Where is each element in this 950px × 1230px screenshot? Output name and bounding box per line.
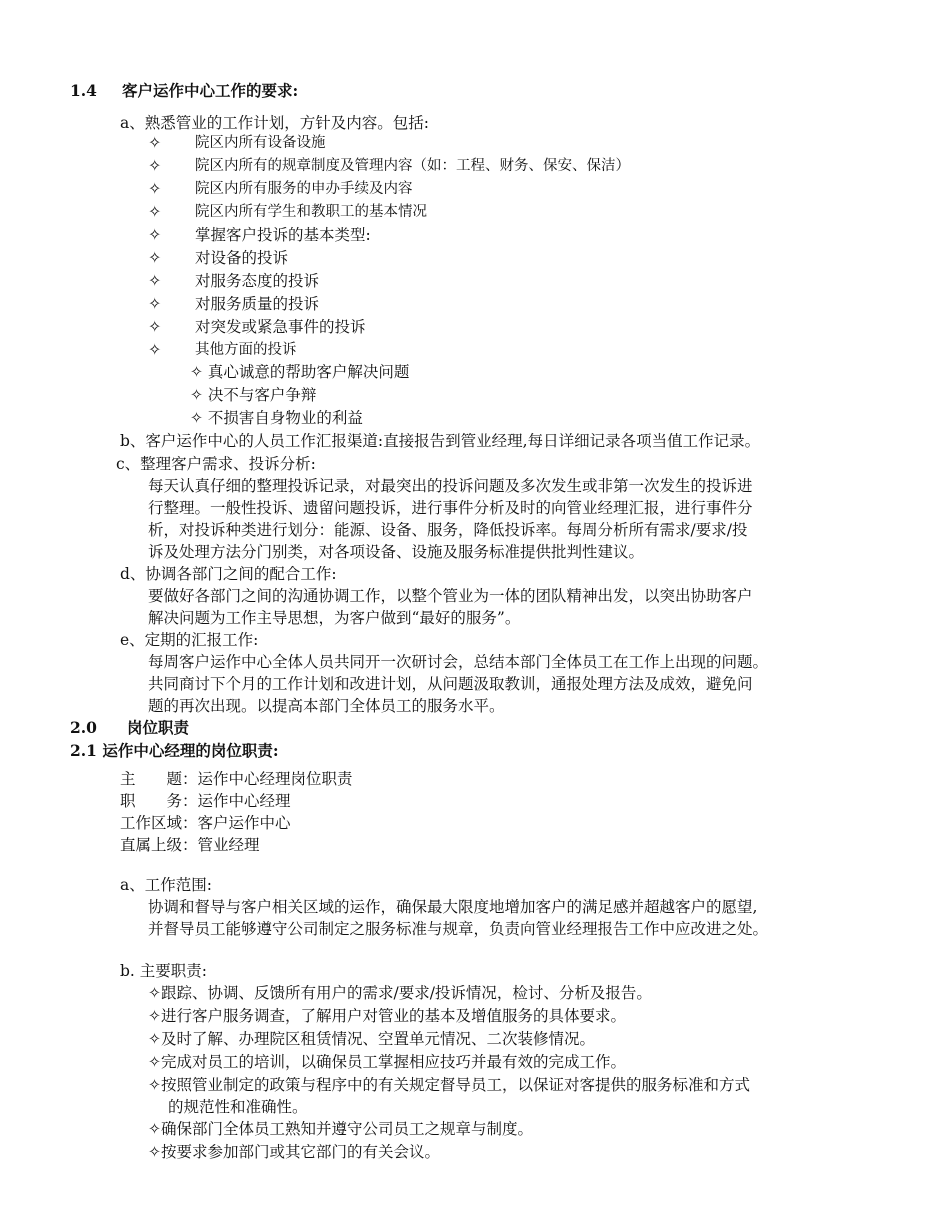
meta-line: 职 务：运作中心经理 — [120, 792, 291, 810]
section-title-1-4: 客户运作中心工作的要求: — [122, 81, 299, 100]
item-d-title: d、协调各部门之间的配合工作: — [120, 565, 337, 583]
section-number-2-0: 2.0 — [70, 718, 97, 737]
list-item: 对服务态度的投诉 — [195, 272, 320, 290]
paragraph-line: 解决问题为工作主导思想，为客户做到“最好的服务”。 — [148, 609, 521, 627]
paragraph-line: 并督导员工能够遵守公司制定之服务标准与规章，负责向管业经理报告工作中应改进之处。 — [148, 920, 769, 938]
list-item: 其他方面的投诉 — [195, 342, 297, 358]
list-item: 对突发或紧急事件的投诉 — [195, 318, 366, 336]
scope-title: a、工作范围: — [120, 876, 212, 894]
sub-list-item: ✧ 真心诚意的帮助客户解决问题 — [190, 363, 410, 381]
diamond-bullet-icon: ✧ — [148, 133, 162, 152]
list-item: 院区内所有学生和教职工的基本情况 — [195, 204, 427, 220]
duty-item-continuation: 的规范性和准确性。 — [168, 1098, 308, 1116]
item-e-title: e、定期的汇报工作: — [120, 631, 259, 649]
section-title-2-0: 岗位职责 — [127, 718, 190, 737]
diamond-bullet-icon: ✧ — [148, 271, 162, 290]
sub-list-item: ✧ 决不与客户争辩 — [190, 386, 317, 404]
list-item: 对服务质量的投诉 — [195, 295, 320, 313]
diamond-bullet-icon: ✧ — [148, 317, 162, 336]
paragraph-line: 要做好各部门之间的沟通协调工作，以整个管业为一体的团队精神出发，以突出协助客户 — [148, 587, 753, 605]
paragraph-line: 析，对投诉种类进行划分：能源、设备、服务，降低投诉率。每周分析所有需求/要求/投 — [148, 521, 748, 539]
diamond-bullet-icon: ✧ — [148, 248, 162, 267]
sub-list-item: ✧ 不损害自身物业的利益 — [190, 409, 363, 427]
item-b: b、客户运作中心的人员工作汇报渠道:直接报告到管业经理,每日详细记录各项当值工作记录。 — [120, 432, 761, 450]
section-title-2-1: 2.1 运作中心经理的岗位职责: — [70, 741, 279, 760]
list-item: 掌握客户投诉的基本类型: — [195, 226, 371, 244]
diamond-bullet-icon: ✧ — [148, 156, 162, 175]
paragraph-line: 行整理。一般性投诉、遗留问题投诉，进行事件分析及时的向管业经理汇报，进行事件分 — [148, 499, 753, 517]
item-a-intro: a、熟悉管业的工作计划，方针及内容。包括: — [120, 114, 429, 132]
duty-item: ✧完成对员工的培训，以确保员工掌握相应技巧并最有效的完成工作。 — [148, 1053, 626, 1071]
duty-item: ✧进行客户服务调查，了解用户对管业的基本及增值服务的具体要求。 — [148, 1007, 626, 1025]
list-item: 院区内所有服务的申办手续及内容 — [195, 181, 413, 197]
duty-item: ✧及时了解、办理院区租赁情况、空置单元情况、二次装修情况。 — [148, 1030, 595, 1048]
duty-item: ✧按要求参加部门或其它部门的有关会议。 — [148, 1143, 440, 1161]
diamond-bullet-icon: ✧ — [148, 340, 162, 359]
list-item: 院区内所有的规章制度及管理内容（如：工程、财务、保安、保洁） — [195, 158, 630, 174]
paragraph-line: 题的再次出现。以提高本部门全体员工的服务水平。 — [148, 697, 505, 715]
diamond-bullet-icon: ✧ — [148, 225, 162, 244]
duty-item: ✧确保部门全体员工熟知并遵守公司员工之规章与制度。 — [148, 1120, 533, 1138]
paragraph-line: 共同商讨下个月的工作计划和改进计划，从问题汲取教训，通报处理方法及成效，避免问 — [148, 675, 753, 693]
paragraph-line: 诉及处理方法分门别类，对各项设备、设施及服务标准提供批判性建议。 — [148, 543, 645, 561]
diamond-bullet-icon: ✧ — [148, 202, 162, 221]
paragraph-line: 协调和督导与客户相关区域的运作，确保最大限度地增加客户的满足感并超越客户的愿望, — [148, 898, 758, 916]
item-c-title: c、整理客户需求、投诉分析: — [116, 455, 316, 473]
paragraph-line: 每天认真仔细的整理投诉记录，对最突出的投诉问题及多次发生或非第一次发生的投诉进 — [148, 477, 753, 495]
paragraph-line: 每周客户运作中心全体人员共同开一次研讨会，总结本部门全体员工在工作上出现的问题。 — [148, 653, 769, 671]
duties-title: b. 主要职责: — [120, 962, 207, 980]
meta-line: 工作区域：客户运作中心 — [120, 814, 291, 832]
list-item: 院区内所有设备设施 — [195, 135, 326, 151]
list-item: 对设备的投诉 — [195, 249, 289, 267]
diamond-bullet-icon: ✧ — [148, 179, 162, 198]
duty-item: ✧按照管业制定的政策与程序中的有关规定督导员工，以保证对客提供的服务标准和方式 — [148, 1076, 750, 1094]
diamond-bullet-icon: ✧ — [148, 294, 162, 313]
duty-item: ✧跟踪、协调、反馈所有用户的需求/要求/投诉情况，检讨、分析及报告。 — [148, 984, 652, 1002]
meta-line: 直属上级：管业经理 — [120, 836, 260, 854]
meta-line: 主 题：运作中心经理岗位职责 — [120, 770, 353, 788]
section-number-1-4: 1.4 — [70, 81, 97, 100]
